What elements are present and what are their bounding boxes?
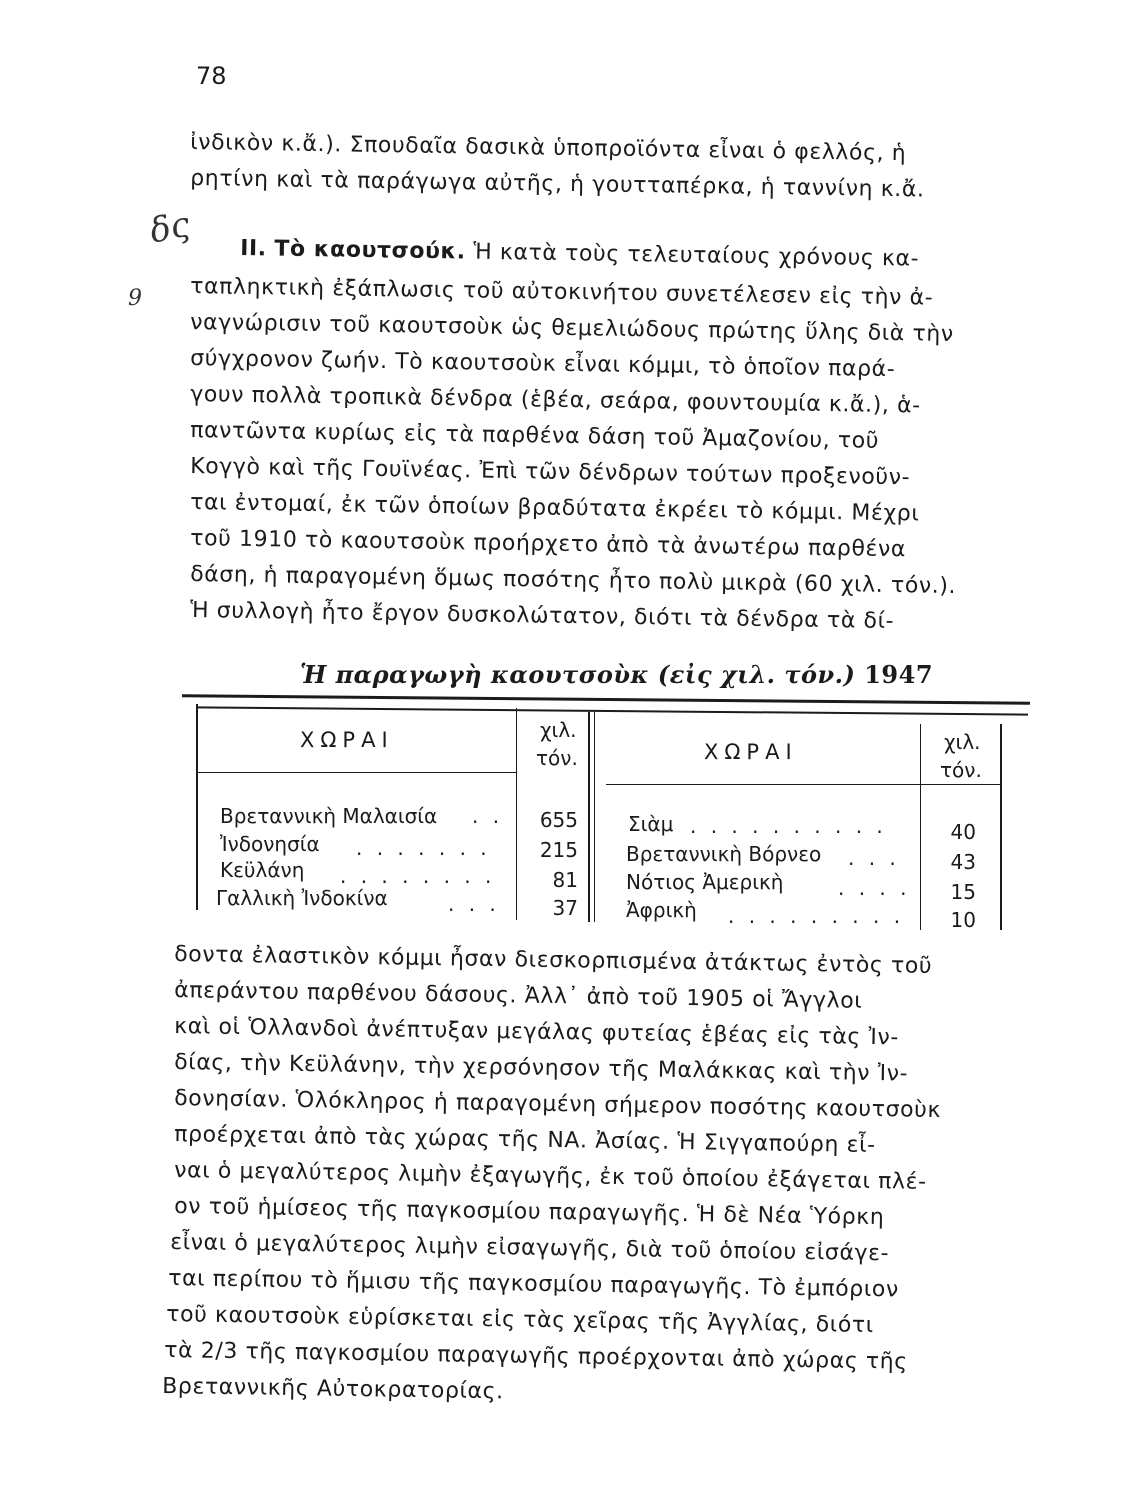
section-title: Τὸ καουτσούκ. [274,236,466,265]
text-line: ἀπεράντου παρθένου δάσους. Ἀλλ᾿ ἀπὸ τοῦ 1905 οἱ Ἄγγλοι [174,978,863,1014]
country-name: Νότιος Ἀμερικὴ [626,870,784,894]
production-value: 15 [950,880,976,904]
production-value: 81 [552,868,578,892]
production-value: 655 [539,808,578,832]
leader-dots: . . . [848,846,900,870]
header-unit-left: χιλ. [540,718,577,742]
text-line: ται ἐντομαί, ἐκ τῶν ὁποίων βραδύτατα ἐκρέει τὸ κόμμι. Μέχρι [190,490,920,527]
header-countries-left: ΧΩΡΑΙ [300,728,394,752]
text-line: ἰνδικὸν κ.ἄ.). Σπουδαῖα δασικὰ ὑποπροϊόντα εἶναι ὁ φελλός, ἡ [190,130,907,167]
text-line: τοῦ καουτσοὺκ εὑρίσκεται εἰς τὰς χεῖρας τῆς Ἀγγλίας, διότι [166,1302,874,1339]
leader-dots: . . . . . . . . . . [690,814,887,838]
leader-dots: . . [472,804,504,828]
text-line: προέρχεται ἀπὸ τὰς χώρας τῆς ΝΑ. Ἀσίας. Ἡ Σιγγαπούρη εἶ- [174,1122,876,1159]
text-line: ναγνώρισιν τοῦ καουτσοὺκ ὡς θεμελιώδους πρώτης ὕλης διὰ τὴν [190,310,954,347]
table-col-divider [516,708,517,920]
text-line: δάση, ἡ παραγομένη ὅμως ποσότης ἦτο πολὺ μικρὰ (60 χιλ. τόν.). [190,562,957,600]
table-year: 1947 [864,660,934,689]
section-heading-line [240,236,919,272]
production-value: 37 [552,896,578,920]
text-line: παντῶντα κυρίως εἰς τὰ παρθένα δάση τοῦ Ἀμαζονίου, τοῦ [190,418,880,454]
text-line: Βρεταννικῆς Αὐτοκρατορίας. [162,1374,504,1405]
table-top-rule [182,694,1030,704]
table-header-rule [198,772,516,773]
page-number: 78 [196,62,227,90]
text-line: δονησίαν. Ὁλόκληρος ἡ παραγομένη σήμερον ποσότης καουτσοὺκ [174,1086,942,1124]
table-col-divider [588,712,590,922]
country-name: Βρεταννικὴ Βόρνεο [626,842,822,866]
table-col-divider [920,724,921,930]
production-value: 40 [950,820,976,844]
header-unit-right: χιλ. [944,730,981,754]
country-name: Ἰνδονησία [220,832,320,856]
text-line: τὰ 2/3 τῆς παγκοσμίου παραγωγῆς προέρχονται ἀπὸ χώρας τῆς [164,1338,909,1375]
header-unit-left-2: τόν. [536,746,578,770]
leader-dots: . . . . . . . . . [728,904,905,928]
text-line: δοντα ἐλαστικὸν κόμμι ἦσαν διεσκορπισμένα ἀτάκτως ἐντὸς τοῦ [174,942,933,979]
text-line: ταπληκτικὴ ἐξάπλωσις τοῦ αὐτοκινήτου συνετέλεσεν εἰς τὴν ἀ- [190,274,934,311]
text-line: γουν πολλὰ τροπικὰ δένδρα (ἑβέα, σεάρα, φουντουμία κ.ἄ.), ἁ- [190,382,921,419]
leader-dots: . . . . . . . [356,836,491,860]
handwritten-note: δς [146,204,194,252]
table-title [300,660,933,689]
production-value: 43 [950,850,976,874]
country-name: Ἀφρικὴ [626,898,697,922]
leader-dots: . . . [448,892,500,916]
country-name: Βρεταννικὴ Μαλαισία [220,804,438,828]
text-line: σύγχρονον ζωήν. Τὸ καουτσοὺκ εἶναι κόμμι, τὸ ὁποῖον παρά- [190,346,896,383]
table-left-border [196,704,198,910]
text-line: Κογγὸ καὶ τῆς Γουϊνέας. Ἐπὶ τῶν δένδρων τούτων προξενοῦν- [190,454,911,491]
text-line: καὶ οἱ Ὁλλανδοὶ ἀνέπτυξαν μεγάλας φυτείας ἑβέας εἰς τὰς Ἰν- [174,1014,900,1051]
text-line: Ἡ συλλογὴ ἦτο ἔργον δυσκολώτατον, διότι τὰ δένδρα τὰ δί- [190,598,895,635]
table-header-rule-2 [606,784,1000,785]
text-line: ον τοῦ ἡμίσεος τῆς παγκοσμίου παραγωγῆς. Ἡ δὲ Νέα Ὑόρκη [174,1194,885,1231]
header-unit-right-2: τόν. [940,758,982,782]
country-name: Σιὰμ [628,812,674,836]
handwritten-note-2: 9 [128,286,142,311]
text-line: ται περίπου τὸ ἥμισυ τῆς παγκοσμίου παραγωγῆς. Τὸ ἐμπόριον [168,1266,900,1303]
section-first-line: Ἡ κατὰ τοὺς τελευταίους χρόνους κα- [473,239,920,272]
text-line: δίας, τὴν Κεϋλάνην, τὴν χερσόνησον τῆς Μαλάκκας καὶ τὴν Ἰν- [174,1050,909,1087]
table-title-text: Ἡ παραγωγὴ καουτσοὺκ (εἰς χιλ. τόν.) [300,660,856,689]
table-col-divider [594,712,595,922]
country-name: Κεϋλάνη [220,858,305,882]
production-value: 215 [539,838,578,862]
text-line: ναι ὁ μεγαλύτερος λιμὴν ἐξαγωγῆς, ἐκ τοῦ ὁποίου ἐξάγεται πλέ- [174,1158,927,1195]
leader-dots: . . . . [838,876,911,900]
leader-dots: . . . . . . . . [340,864,496,888]
text-line: τοῦ 1910 τὸ καουτσοὺκ προήρχετο ἀπὸ τὰ ἀνωτέρω παρθένα [190,526,907,563]
table-top-rule-2 [196,706,1028,715]
country-name: Γαλλικὴ Ἰνδοκίνα [216,886,388,910]
section-number: ΙΙ. [240,236,267,262]
production-value: 10 [950,908,976,932]
text-line: εἶναι ὁ μεγαλύτερος λιμὴν εἰσαγωγῆς, διὰ τοῦ ὁποίου εἰσάγε- [170,1230,890,1267]
header-countries-right: ΧΩΡΑΙ [704,740,798,764]
table-right-border [1000,724,1002,930]
text-line: ρητίνη καὶ τὰ παράγωγα αὐτῆς, ἡ γουτταπέρκα, ἡ ταννίνη κ.ἄ. [190,166,925,203]
